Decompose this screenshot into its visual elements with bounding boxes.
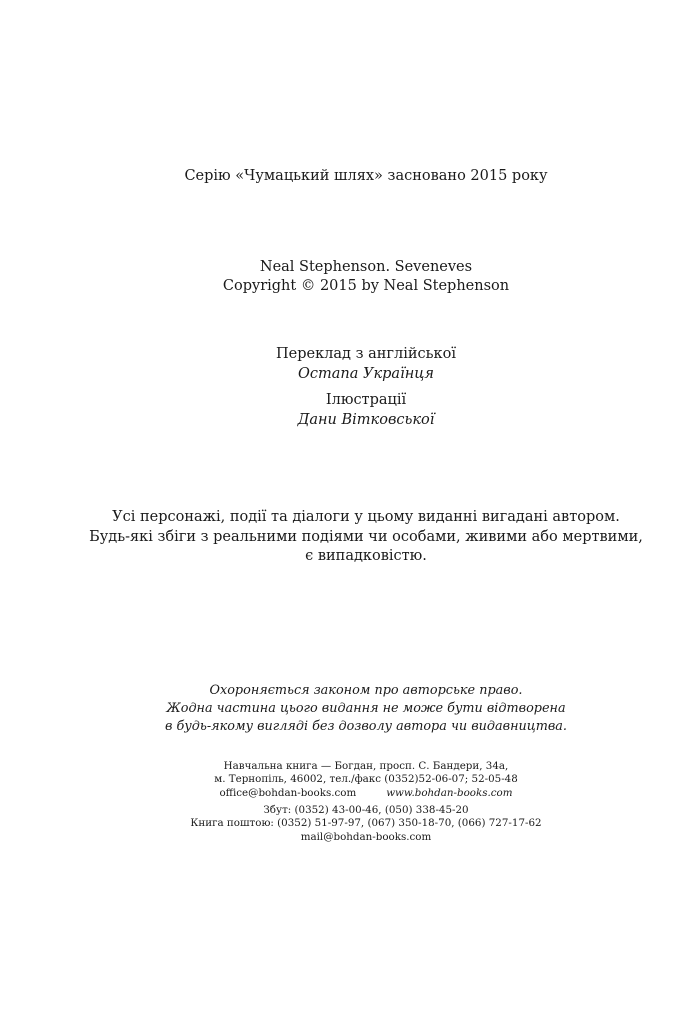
protection-line: в будь-якому вигляді без дозволу автора чи видавництва. [165,719,567,734]
disclaimer-line: Будь-які збіги з реальними подіями чи особами, живими або мертвими, [89,528,643,545]
disclaimer-line: Усі персонажі, події та діалоги у цьому виданні вигадані автором. [112,509,620,525]
translation-label: Переклад з англійської [276,346,456,362]
publisher-info [18,760,696,800]
series-text: Серію «Чумацький шлях» засновано 2015 року [184,168,548,184]
sales-phones: Збут: (0352) 43-00-46, (050) 338-45-20 [263,804,469,816]
publisher-email: office@bohdan-books.com [219,786,357,799]
illustrations-label: Ілюстрації [325,392,407,408]
original-title: Neal Stephenson. Seveneves [259,259,473,275]
mail-order-phones: Книга поштою: (0352) 51-97-97, (067) 350-18-70, (066) 727-17-62 [190,817,542,830]
sales-info [18,804,696,844]
protection-line: Жодна частина цього видання не може бути відтворена [166,701,566,716]
protection-line: Охороняється законом про авторське право. [209,683,523,698]
original-copyright [18,258,696,296]
copyright-protection-notice [18,682,696,736]
publisher-city-phone: м. Тернопіль, 46002, тел./факс (0352)52-06-07; 52-05-48 [214,773,518,786]
publisher-website: www.bohdan-books.com [386,786,513,799]
translation-credit [18,344,696,384]
copyright-line: Copyright © 2015 by Neal Stephenson [222,278,510,294]
translator-name: Остапа Українця [298,366,434,382]
illustrator-name: Дани Вітковської [297,412,435,428]
disclaimer-line: є випадковістю. [305,548,427,564]
illustration-credit [18,390,696,430]
fiction-disclaimer [18,508,696,567]
publisher-contacts [18,787,696,800]
series-note [18,168,696,184]
publisher-address: Навчальна книга — Богдан, просп. С. Бандери, 34а, [223,760,509,772]
sales-email: mail@bohdan-books.com [300,830,432,843]
